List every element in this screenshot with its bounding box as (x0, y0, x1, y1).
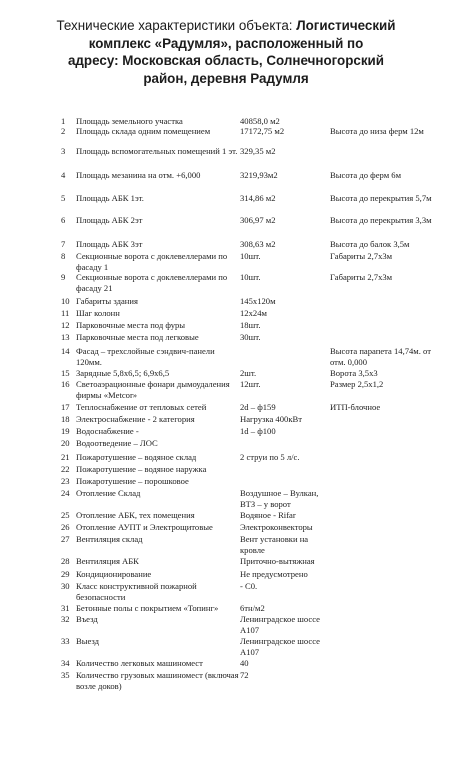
row-parameter: Шаг колонн (76, 308, 120, 318)
row-number: 24 (61, 488, 70, 498)
row-value: Приточно-вытяжная (240, 556, 315, 566)
row-parameter: Площадь мезанина на отм. +6,000 (76, 170, 201, 180)
row-parameter: Площадь АБК 3эт (76, 239, 143, 249)
row-number: 5 (61, 193, 66, 203)
row-number: 9 (61, 272, 66, 282)
row-number: 35 (61, 670, 70, 680)
row-note: Высота до перекрытия 3,3м (330, 215, 432, 225)
row-value: 40858,0 м2 (240, 116, 280, 126)
row-value: Электроконвекторы (240, 522, 313, 532)
row-number: 17 (61, 402, 70, 412)
row-value: 314,86 м2 (240, 193, 276, 203)
row-parameter: Площадь АБК 1эт. (76, 193, 144, 203)
row-number: 6 (61, 215, 66, 225)
row-value: 2 струи по 5 л/с. (240, 452, 300, 462)
row-note: Высота до ферм 6м (330, 170, 402, 180)
row-note: Размер 2,5х1,2 (330, 379, 384, 389)
row-value: 12шт. (240, 379, 261, 389)
row-number: 18 (61, 414, 70, 424)
row-value: 17172,75 м2 (240, 126, 285, 136)
row-value: 2d – ф159 (240, 402, 276, 412)
row-number: 21 (61, 452, 70, 462)
row-number: 31 (61, 603, 70, 613)
row-parameter: Зарядные 5,8х6,5; 6,9х6,5 (76, 368, 170, 378)
row-number: 27 (61, 534, 70, 544)
row-parameter: Выезд (76, 636, 100, 646)
title-bold-1: Логистический (296, 18, 396, 33)
row-value: - С0. (240, 581, 258, 591)
row-parameter: Въезд (76, 614, 98, 624)
row-parameter: Светоаэрационные фонари дымоудаления фирмы «Metcor» (76, 379, 230, 400)
row-note: Габариты 2,7х3м (330, 251, 393, 261)
row-value: 40 (240, 658, 249, 668)
row-number: 14 (61, 346, 70, 356)
row-number: 10 (61, 296, 70, 306)
row-number: 22 (61, 464, 70, 474)
row-value: 10шт. (240, 251, 261, 261)
title-plain: Технические характеристики объекта: (56, 18, 297, 33)
row-value: Ленинградское шоссе А107 (240, 614, 320, 635)
row-value: 6тн/м2 (240, 603, 265, 613)
row-value: Нагрузка 400кВт (240, 414, 302, 424)
title-bold-2: комплекс «Радумля», расположенный по (88, 35, 364, 51)
row-value: 329,35 м2 (240, 146, 276, 156)
row-value: 1d – ф100 (240, 426, 276, 436)
row-number: 16 (61, 379, 70, 389)
row-value: 30шт. (240, 332, 261, 342)
row-note: Высота парапета 14,74м. от отм. 0,000 (330, 346, 431, 367)
row-number: 7 (61, 239, 66, 249)
row-number: 3 (61, 146, 66, 156)
row-number: 4 (61, 170, 66, 180)
row-value: Не предусмотрено (240, 569, 308, 579)
row-value: 308,63 м2 (240, 239, 276, 249)
row-number: 20 (61, 438, 70, 448)
row-note: Высота до балок 3,5м (330, 239, 410, 249)
row-parameter: Пожаротушение – порошковое (76, 476, 189, 486)
row-number: 8 (61, 251, 66, 261)
row-parameter: Пожаротушение – водяное склад (76, 452, 197, 462)
row-value: 12х24м (240, 308, 267, 318)
row-number: 29 (61, 569, 70, 579)
row-number: 11 (61, 308, 70, 318)
row-number: 12 (61, 320, 70, 330)
title-bold-4: район, деревня Радумля (143, 70, 309, 86)
row-parameter: Класс конструктивной пожарной безопасности (76, 581, 197, 602)
row-parameter: Парковочные места под фуры (76, 320, 186, 330)
row-parameter: Водоснабжение - (76, 426, 139, 436)
row-parameter: Водоотведение – ЛОС (76, 438, 158, 448)
row-parameter: Пожаротушение – водяное наружка (76, 464, 207, 474)
row-number: 15 (61, 368, 70, 378)
row-number: 26 (61, 522, 70, 532)
row-parameter: Секционные ворота с доклевеллерами по фасаду 21 (76, 272, 228, 293)
row-number: 23 (61, 476, 70, 486)
row-value: Вент установки на кровле (240, 534, 309, 555)
row-parameter: Парковочные места под легковые (76, 332, 199, 342)
row-parameter: Отопление АБК, тех помещения (76, 510, 195, 520)
row-value: 72 (240, 670, 249, 680)
row-number: 2 (61, 126, 66, 136)
row-value: 306,97 м2 (240, 215, 276, 225)
row-parameter: Количество легковых машиномест (76, 658, 203, 668)
row-parameter: Кондиционирование (76, 569, 152, 579)
row-number: 34 (61, 658, 70, 668)
row-parameter: Площадь вспомогательных помещений 1 эт. (76, 146, 238, 156)
row-note: Высота до перекрытия 5,7м (330, 193, 432, 203)
row-parameter: Вентиляция АБК (76, 556, 139, 566)
row-parameter: Площадь АБК 2эт (76, 215, 143, 225)
row-number: 32 (61, 614, 70, 624)
row-parameter: Площадь земельного участка (76, 116, 183, 126)
row-note: Габариты 2,7х3м (330, 272, 393, 282)
row-value: 3219,93м2 (240, 170, 278, 180)
row-value: 145х120м (240, 296, 276, 306)
row-parameter: Габариты здания (76, 296, 138, 306)
row-value: Воздушное – Вулкан, ВТЗ – у ворот (240, 488, 319, 509)
row-value: 2шт. (240, 368, 257, 378)
row-number: 30 (61, 581, 70, 591)
row-parameter: Отопление АУПТ и Электрощитовые (76, 522, 213, 532)
row-value: Ленинградское шоссе А107 (240, 636, 320, 657)
row-parameter: Электроснабжение - 2 категория (76, 414, 195, 424)
row-parameter: Количество грузовых машиномест (включая возле доков) (76, 670, 239, 691)
row-note: Ворота 3,5х3 (330, 368, 378, 378)
row-value: Водяное - Rifar (240, 510, 296, 520)
row-value: 18шт. (240, 320, 261, 330)
row-parameter: Площадь склада одним помещением (76, 126, 211, 136)
row-number: 28 (61, 556, 70, 566)
row-parameter: Фасад – трехслойные сэндвич-панели 120мм. (76, 346, 215, 367)
row-number: 33 (61, 636, 70, 646)
row-number: 1 (61, 116, 66, 126)
row-parameter: Отопление Склад (76, 488, 141, 498)
row-parameter: Бетонные полы с покрытием «Топинг» (76, 603, 219, 613)
row-parameter: Теплоснабжение от тепловых сетей (76, 402, 207, 412)
row-note: ИТП-блочное (330, 402, 381, 412)
row-number: 25 (61, 510, 70, 520)
row-number: 13 (61, 332, 70, 342)
title-bold-3: адресу: Московская область, Солнечногорский (67, 53, 385, 68)
row-number: 19 (61, 426, 70, 436)
row-note: Высота до низа ферм 12м (330, 126, 424, 136)
row-parameter: Секционные ворота с доклевеллерами по фасаду 1 (76, 251, 228, 272)
row-parameter: Вентиляция склад (76, 534, 143, 544)
row-value: 10шт. (240, 272, 261, 282)
